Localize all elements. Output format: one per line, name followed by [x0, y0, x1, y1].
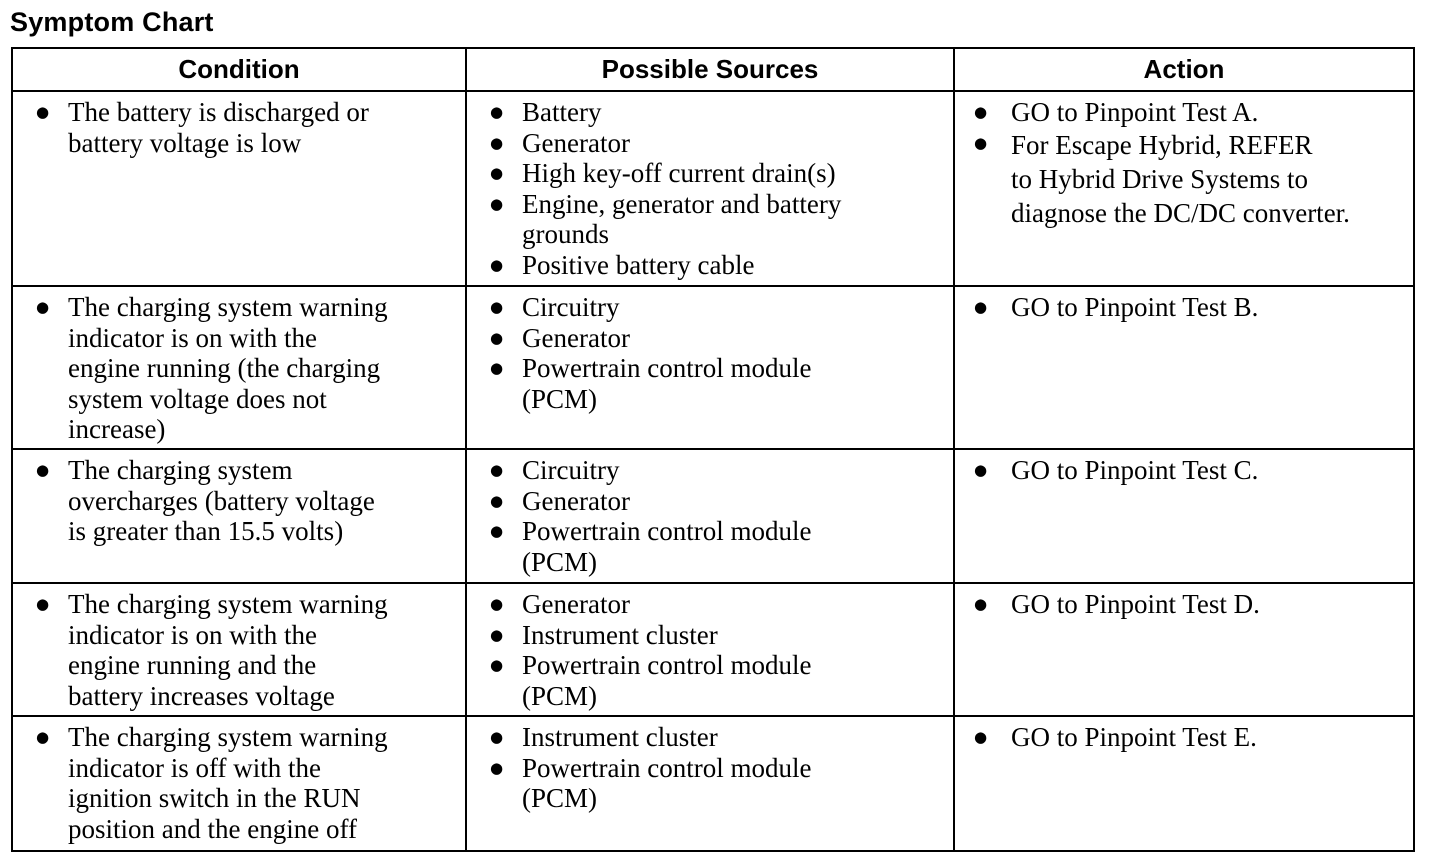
action-cell	[954, 449, 1414, 583]
condition-cell	[12, 583, 466, 716]
bullet-icon: ●	[490, 328, 504, 347]
action-item: ● GO to Pinpoint Test B.	[974, 292, 1259, 322]
bullet-icon: ●	[490, 133, 504, 152]
condition-cell	[12, 716, 466, 851]
table-row	[12, 583, 1414, 716]
sources-cell	[466, 286, 954, 449]
condition-item: ● The charging system overcharges (battery voltage is greater than 15.5 volts)	[36, 455, 375, 547]
bullet-icon: ●	[974, 595, 988, 613]
bullet-icon: ●	[490, 656, 504, 675]
table-row	[12, 716, 1414, 851]
source-item: ● Instrument cluster	[490, 619, 718, 650]
source-item: ● Powertrain control module (PCM)	[490, 650, 812, 711]
source-item: ● Generator	[490, 589, 630, 619]
header-action: Action	[954, 48, 1414, 91]
bullet-icon: ●	[490, 758, 504, 777]
sources-cell	[466, 449, 954, 583]
condition-item: ● The charging system warning indicator is on with the engine running (the charging system voltage does not increase)	[36, 292, 388, 445]
bullet-icon: ●	[490, 522, 504, 541]
source-item: ● Battery	[490, 97, 602, 127]
table-header-row	[12, 48, 1414, 91]
condition-item: ● The charging system warning indicator is off with the ignition switch in the RUN position and the engine off	[36, 722, 388, 844]
bullet-icon: ●	[490, 625, 504, 644]
bullet-icon: ●	[36, 728, 50, 746]
header-condition: Condition	[12, 48, 466, 91]
bullet-icon: ●	[974, 461, 988, 479]
page-title: Symptom Chart	[10, 7, 214, 37]
condition-cell	[12, 449, 466, 583]
source-item: ● Generator	[490, 322, 630, 353]
source-item: ● Generator	[490, 127, 630, 158]
bullet-icon: ●	[36, 595, 50, 613]
source-item: ● High key-off current drain(s)	[490, 158, 836, 189]
condition-cell	[12, 91, 466, 286]
bullet-icon: ●	[36, 461, 50, 479]
action-item: ● GO to Pinpoint Test A.	[974, 97, 1259, 127]
action-cell	[954, 716, 1414, 851]
symptom-table	[11, 47, 1415, 852]
action-item: ● For Escape Hybrid, REFER to Hybrid Drive Systems to diagnose the DC/DC converter.	[974, 129, 1350, 228]
source-item: ● Engine, generator and battery grounds	[490, 188, 842, 250]
bullet-icon: ●	[36, 298, 50, 316]
condition-cell	[12, 286, 466, 449]
source-item: ● Generator	[490, 485, 630, 516]
bullet-icon: ●	[490, 164, 504, 183]
condition-item: ● The battery is discharged or battery voltage is low	[36, 97, 369, 158]
sources-cell	[466, 583, 954, 716]
sources-cell	[466, 91, 954, 286]
action-cell	[954, 286, 1414, 449]
source-item: ● Circuitry	[490, 292, 620, 322]
source-item: ● Circuitry	[490, 455, 620, 485]
action-item: ● GO to Pinpoint Test D.	[974, 589, 1260, 619]
action-item: ● GO to Pinpoint Test C.	[974, 455, 1259, 485]
bullet-icon: ●	[490, 255, 504, 274]
bullet-icon: ●	[974, 298, 988, 316]
bullet-icon: ●	[36, 103, 50, 121]
source-item: ● Powertrain control module (PCM)	[490, 516, 812, 577]
bullet-icon: ●	[490, 194, 504, 213]
bullet-icon: ●	[490, 298, 504, 316]
action-cell	[954, 91, 1414, 286]
header-possible-sources: Possible Sources	[466, 48, 954, 91]
bullet-icon: ●	[490, 491, 504, 510]
action-item: ● GO to Pinpoint Test E.	[974, 722, 1257, 752]
source-item: ● Powertrain control module (PCM)	[490, 353, 812, 414]
bullet-icon: ●	[974, 133, 988, 152]
bullet-icon: ●	[974, 103, 988, 121]
bullet-icon: ●	[490, 461, 504, 479]
table-row	[12, 449, 1414, 583]
bullet-icon: ●	[490, 595, 504, 613]
bullet-icon: ●	[974, 728, 988, 746]
table-row	[12, 91, 1414, 286]
bullet-icon: ●	[490, 359, 504, 378]
bullet-icon: ●	[490, 103, 504, 121]
condition-item: ● The charging system warning indicator is on with the engine running and the battery increases voltage	[36, 589, 388, 711]
bullet-icon: ●	[490, 728, 504, 746]
source-item: ● Powertrain control module (PCM)	[490, 752, 812, 814]
source-item: ● Positive battery cable	[490, 249, 755, 280]
source-item: ● Instrument cluster	[490, 722, 718, 752]
table-row	[12, 286, 1414, 449]
sources-cell	[466, 716, 954, 851]
action-cell	[954, 583, 1414, 716]
